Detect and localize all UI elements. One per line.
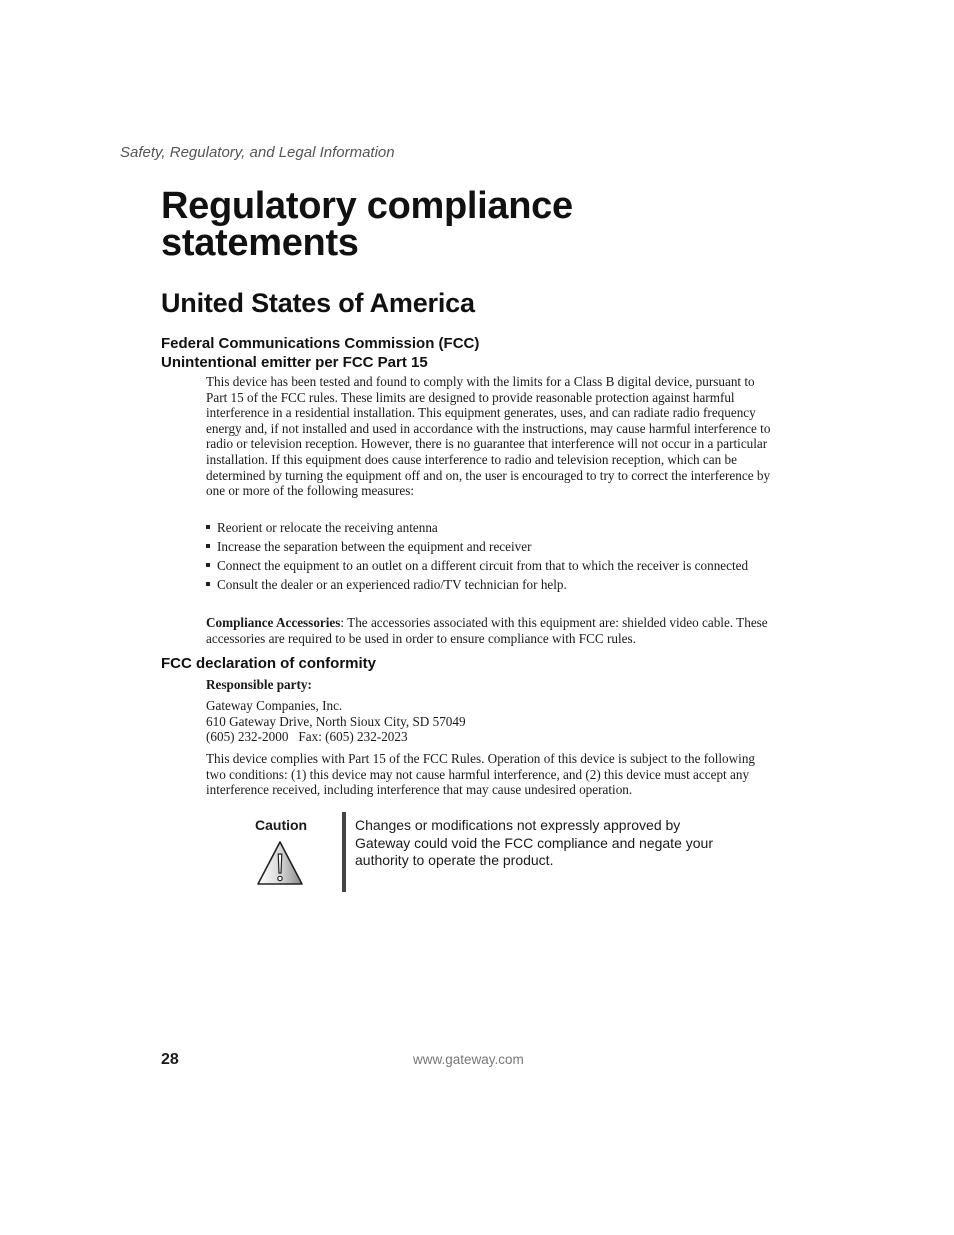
- fcc-heading: [161, 334, 479, 372]
- list-item: [206, 520, 778, 536]
- caution-text: Changes or modifications not expressly approved by Gateway could void the FCC compliance and negate your authority to operate the product.: [355, 817, 713, 868]
- company-fax: Fax: (605) 232-2023: [298, 729, 408, 745]
- company-phone: (605) 232-2000: [206, 729, 289, 745]
- page-number: 28: [161, 1051, 179, 1068]
- running-header: Safety, Regulatory, and Legal Information: [120, 144, 395, 161]
- list-item-text: Consult the dealer or an experienced radio/TV technician for help.: [217, 577, 567, 593]
- list-item: [206, 558, 778, 574]
- bullet-icon: [206, 525, 210, 529]
- list-item-text: Connect the equipment to an outlet on a different circuit from that to which the receiver is connected: [217, 558, 749, 574]
- declaration-heading: FCC declaration of conformity: [161, 655, 377, 672]
- caution-divider: [342, 812, 346, 892]
- fcc-heading-line-2: Unintentional emitter per FCC Part 15: [161, 354, 428, 371]
- measures-list: [206, 520, 778, 596]
- page-title-line-1: Regulatory compliance: [161, 185, 573, 227]
- bullet-icon: [206, 582, 210, 586]
- fcc-heading-line-1: Federal Communications Commission (FCC): [161, 335, 480, 352]
- list-item: [206, 539, 778, 555]
- caution-label: Caution: [255, 817, 308, 833]
- fcc-intro-paragraph: This device has been tested and found to comply with the limits for a Class B digital device, pursuant to Part 15 of the FCC rules. These limits are designed to provide reasonable protection against harmful interference in a residential installation. This equipment generates, uses, and can radiate radio frequency energy and, if not installed and used in accordance with the instructions, may cause harmful interference to radio or television reception. However, there is no guarantee that interference will not occur in a particular installation. If this equipment does cause interference to radio and television reception, which can be determined by turning the equipment off and on, the user is encouraged to try to correct the interference by one or more of the following measures:: [206, 374, 771, 499]
- page-title-line-2: statements: [161, 222, 359, 264]
- list-item-text: Increase the separation between the equipment and receiver: [217, 539, 532, 555]
- company-address: 610 Gateway Drive, North Sioux City, SD 57049: [206, 713, 466, 729]
- list-item: [206, 577, 778, 593]
- compliance-accessories-text: : The accessories associated with this equipment are: shielded video cable. These accessories are required to be used in order to ensure compliance with FCC rules.: [206, 615, 768, 646]
- bullet-icon: [206, 544, 210, 548]
- address-block: [206, 698, 466, 745]
- warning-triangle-icon: [256, 840, 304, 886]
- company-name: Gateway Companies, Inc.: [206, 698, 343, 713]
- footer-url[interactable]: www.gateway.com: [413, 1052, 524, 1067]
- compliance-accessories-label: Compliance Accessories: [206, 615, 341, 630]
- section-heading: United States of America: [161, 288, 475, 318]
- compliance-accessories-paragraph: [206, 615, 778, 646]
- part15-statement: This device complies with Part 15 of the FCC Rules. Operation of this device is subject to the following two conditions: (1) this device may not cause harmful interference, and (2) this device must accept any interference received, including interference that may cause undesired operation.: [206, 751, 756, 798]
- page-title: [161, 185, 761, 264]
- responsible-party-label: Responsible party:: [206, 677, 312, 692]
- bullet-icon: [206, 563, 210, 567]
- list-item-text: Reorient or relocate the receiving antenna: [217, 520, 438, 535]
